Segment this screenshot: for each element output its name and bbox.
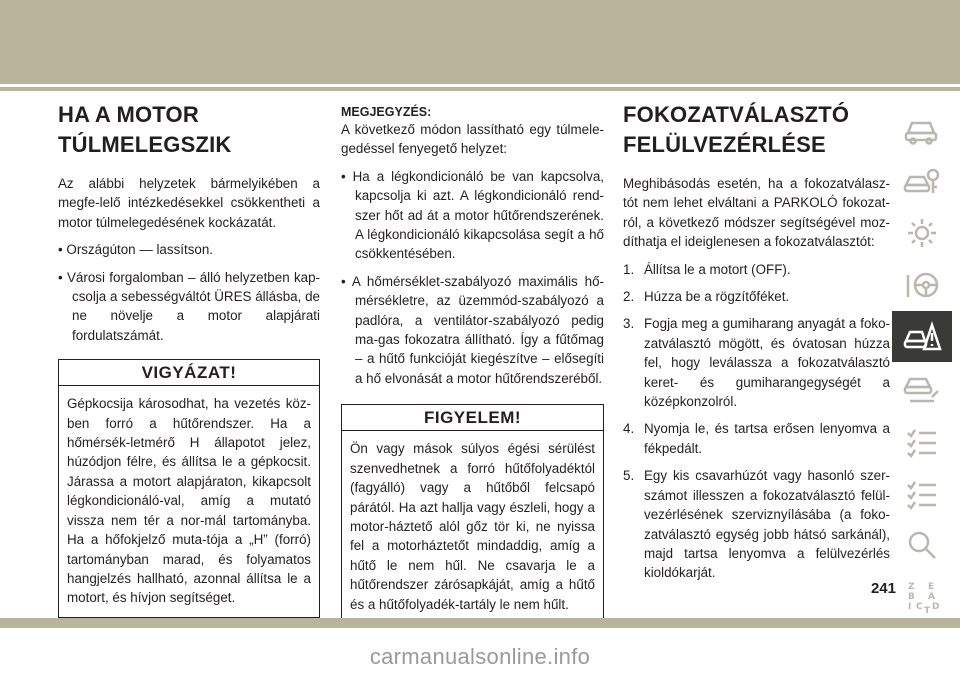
bullet-item: • Ha a légkondicionáló be van kapcsolva, kapcsolja ki azt. A légkondicionáló rend-szer hőt ad át a motor hűtőrendszerének. A légkondicionáló kikapcsolása segít a hő csökkentésében. — [341, 168, 604, 262]
middle-column — [341, 100, 604, 624]
step-number: 5. — [623, 468, 635, 484]
index-letter: Z — [908, 581, 915, 592]
step-item — [623, 314, 890, 411]
tab-index[interactable] — [892, 571, 952, 623]
alphabet-index-icon — [902, 579, 942, 615]
step-item — [623, 466, 890, 582]
specifications-list-icon — [902, 475, 942, 511]
tab-maintenance[interactable] — [892, 415, 952, 467]
step-item — [623, 287, 890, 306]
step-number: 4. — [623, 421, 635, 437]
step-number: 3. — [623, 316, 635, 332]
warning-title: VIGYÁZAT! — [59, 360, 319, 386]
heading-line-1: HA A MOTOR — [58, 102, 199, 127]
heading-line-1: FOKOZATVÁLASZTÓ — [623, 102, 850, 127]
car-info-icon — [902, 111, 942, 147]
index-letter: B — [908, 591, 915, 602]
step-text: Állítsa le a motort (OFF). — [644, 261, 791, 277]
step-text: Nyomja le, és tartsa erősen lenyomva a fékpedált. — [644, 421, 890, 456]
step-item — [623, 260, 890, 279]
left-column — [58, 100, 320, 618]
heading-line-2: TÚLMELEGSZIK — [58, 132, 232, 157]
heading-line-2: FELÜLVEZÉRLÉSE — [623, 132, 826, 157]
warning-box — [58, 359, 320, 617]
intro-paragraph: Meghibásodás esetén, ha a fokozatválasz-tót nem lehet elváltani a PARKOLÓ fokozat-ról, a következő módszer segítségével moz-díthatja el ideiglenesen a fokozatválasztót: — [623, 176, 890, 250]
top-decorative-band — [0, 0, 960, 84]
tab-dashboard[interactable] — [892, 207, 952, 259]
index-letter: E — [928, 581, 935, 592]
step-text: Húzza be a rögzítőféket. — [644, 289, 790, 305]
bottom-decorative-band — [0, 618, 960, 628]
caution-body: Ön vagy mások súlyos égési sérülést szenvedhetnek a forró hűtőfolyadéktól (fagyálló) vagy a hűtőből felcsapó párától. Ha azt hallja vagy észleli, hogy a motor-háztető alól gőz tör ki, ne nyissa fel a motorháztetőt mindaddig, amíg a hűtő le nem hűl. Ne csavarja le a hűtőrendszer zárósapkáját, amíg a hűtő és a hűtőfolyadék-tartály le nem hűlt. — [350, 441, 595, 612]
tab-search[interactable] — [892, 519, 952, 571]
warning-body: Gépkocsija károsodhat, ha vezetés köz-ben forró a hűtőrendszer. Ha a hőmérsék-letmérő H állapotot jelez, húzódjon félre, és állítsa le a gépkocsit. Járassa a motort alapjáraton, kikapcsolt légkondicionáló-val, amíg a mutató vissza nem tér a nor-mál tartományba. Ha a hőfokjelző muta-tója a „H” (forró) tartományban marad, és folyamatos hangjelzés hallható, azonnal állítsa le a motort, és hívjon segítséget. — [67, 396, 311, 606]
watermark-text: carmanualsonline.info — [369, 644, 591, 669]
car-keys-icon — [902, 163, 942, 199]
intro-paragraph: Az alábbi helyzetek bármelyikében a megfe-lelő intézkedésekkel csökkentheti a motor túlmelegedésének kockázatát. — [58, 176, 320, 230]
index-letter: A — [928, 591, 935, 602]
bullet-item: • Városi forgalomban – álló helyzetben kap-csolja a sebességváltót ÜRES állásba, de ne növelje a motor alapjárati fordulatszámát. — [58, 269, 320, 343]
note-title: MEGJEGYZÉS: — [341, 105, 432, 119]
chapter-tabs — [892, 103, 952, 623]
steering-wheel-icon — [902, 267, 942, 303]
index-letter: C — [916, 601, 923, 612]
section-heading-overheating — [58, 100, 320, 160]
step-text: Fogja meg a gumiharang anyagát a foko-zatválasztó mögött, és óvatosan húzza fel, hogy leválassza a fokozatválasztó keret- és gumiharangegységét a középkonzolról. — [644, 316, 890, 410]
car-lift-icon — [902, 371, 942, 407]
step-item — [623, 419, 890, 458]
tab-vehicle-info[interactable] — [892, 103, 952, 155]
tab-specifications[interactable] — [892, 467, 952, 519]
tab-emergency[interactable] — [892, 311, 952, 363]
maintenance-checklist-icon — [902, 423, 942, 459]
top-rule — [0, 87, 960, 91]
search-icon — [902, 527, 942, 563]
bullet-item: • A hőmérséklet-szabályozó maximális hő-mérsékletre, az üzemmód-szabályozó a padlóra, a ventilátor-szabályozó pedig ma-gas fokozatra állítható. Így a fűtőmag – a hűtő funkcióját kiegészítve – elősegíti a hő elvonását a motor hűtőrendszeréből. — [341, 273, 604, 386]
page-number: 241 — [870, 580, 896, 597]
step-number: 2. — [623, 289, 635, 305]
dashboard-light-icon — [902, 215, 942, 251]
step-number: 1. — [623, 261, 635, 277]
caution-title: FIGYELEM! — [342, 405, 603, 431]
bullet-item: • Országúton — lassítson. — [58, 242, 214, 258]
index-letter: I — [908, 601, 912, 612]
step-text: Egy kis csavarhúzót vagy hasonló szer-számot illesszen a fokozatválasztó felül-vezérlésének szerviznyílásába (a foko-zatválasztó egység jobb hátsó sarkánál), majd tartsa lenyomva a felülvezérlés kioldókarját. — [644, 468, 890, 581]
tab-driving[interactable] — [892, 259, 952, 311]
index-letter: T — [924, 605, 931, 615]
tab-servicing[interactable] — [892, 363, 952, 415]
section-heading-shift-override — [623, 100, 890, 160]
tab-keys[interactable] — [892, 155, 952, 207]
caution-box — [341, 404, 604, 624]
index-letter: D — [932, 601, 940, 612]
right-column — [623, 100, 890, 591]
note-intro: A következő módon lassítható egy túlmele-gedéssel fenyegető helyzet: — [341, 122, 604, 157]
emergency-hazard-icon — [902, 319, 942, 355]
